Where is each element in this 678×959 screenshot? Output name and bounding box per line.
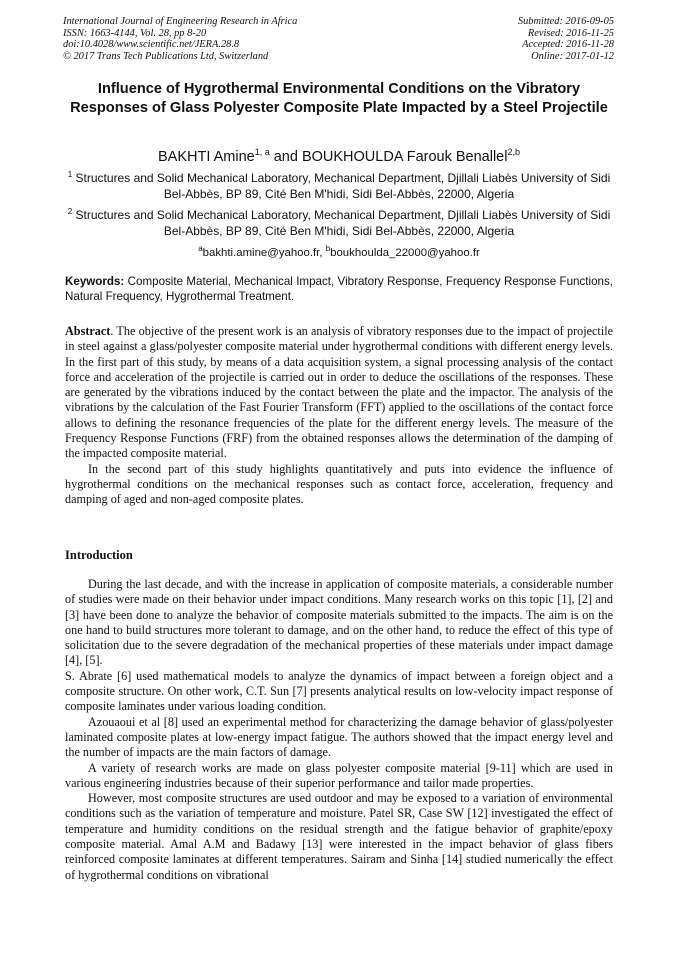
copyright-line: © 2017 Trans Tech Publications Ltd, Switzerland — [63, 50, 269, 62]
journal-header-left — [63, 16, 297, 62]
intro-paragraph-5: However, most composite structures are used outdoor and may be exposed to a variation of environmental conditions such as the variation of temperature and moisture. Patel SR, Case SW [12] investigated the effect of temperature and humidity conditions on the residual strength and the fatigue behavior of graphite/epoxy composite material. Amal A.M and Badawy [13] were interested in the impact behavior of glass fibers reinforced composite laminates at different temperatures. Sairam and Sinha [14] studied numerically the effect of hygrothermal conditions on vibrational — [65, 791, 613, 882]
email-b-mark: b — [325, 244, 331, 253]
affiliation-2 — [60, 204, 618, 239]
introduction-body — [65, 577, 613, 883]
email-b: boukhoulda_22000@yahoo.fr — [330, 246, 480, 259]
intro-paragraph-1: During the last decade, and with the increase in application of composite materials, a considerable number of studies were made on their behavior under impact conditions. Many research works on this topic [1], [2] and [3] have been done to analyze the behavior of composite materials submitted to the impacts. The aim is on the one hand to build structures more tolerant to damage, and on the other hand, to reduce the effect of this type of solicitation due to the severe degradation of the mechanical properties of these materials under impact damage [4], [5]. — [65, 577, 613, 668]
affiliation-2-text: Structures and Solid Mechanical Laboratory, Mechanical Department, Djillali Liabès University of Sidi Bel-Abbès, BP 89, Cité Ben M'hidi, Sidi Bel-Abbès, 22000, Algeria — [75, 208, 611, 238]
abstract-label: Abstract — [65, 324, 111, 338]
doi-line: doi:10.4028/www.scientific.net/JERA.28.8 — [63, 39, 240, 51]
paper-title: Influence of Hygrothermal Environmental Conditions on the Vibratory Responses of Glass Polyester Composite Plate Impacted by a Steel Projectile — [70, 81, 608, 116]
intro-paragraph-3: Azouaoui et al [8] used an experimental method for characterizing the damage behavior of glass/polyester laminated composite plates at low-energy impact fatigue. The authors showed that the impact energy level and the number of impacts are the main factors of damage. — [65, 714, 613, 760]
introduction-heading: Introduction — [65, 548, 133, 562]
accepted-date: Accepted: 2016-11-28 — [522, 39, 614, 51]
submitted-date: Submitted: 2016-09-05 — [517, 16, 614, 27]
author-line — [40, 143, 638, 166]
author-1: BAKHTI Amine — [158, 148, 255, 165]
affiliation-2-mark: 2 — [67, 207, 73, 216]
affiliation-1-text: Structures and Solid Mechanical Laboratory, Mechanical Department, Djillali Liabès University of Sidi Bel-Abbès, BP 89, Cité Ben M'hidi, Sidi Bel-Abbès, 22000, Algeria — [75, 171, 611, 201]
email-line — [60, 241, 618, 261]
keywords — [65, 274, 613, 304]
author-connector: and — [269, 148, 302, 165]
email-a-mark: a — [198, 244, 203, 253]
keywords-label: Keywords: — [65, 275, 125, 288]
abstract-paragraph-1 — [65, 324, 613, 462]
abstract-paragraph-2: In the second part of this study highlights quantitatively and puts into evidence the influence of hygrothermal conditions on the mechanical responses such as contact force, acceleration, frequency and damping of aged and non-aged composite plates. — [65, 461, 613, 507]
revised-date: Revised: 2016-11-25 — [527, 27, 614, 39]
journal-name: International Journal of Engineering Research in Africa — [63, 16, 298, 27]
issn-line: ISSN: 1663-4144, Vol. 28, pp 8-20 — [63, 27, 207, 39]
intro-paragraph-4: A variety of research works are made on glass polyester composite material [9-11] which are used in various engineering industries because of their superior performance and tailor made properties. — [65, 760, 613, 790]
author-2: BOUKHOULDA Farouk Benallel — [301, 148, 508, 165]
abstract-text-1: . The objective of the present work is an analysis of vibratory responses due to the impact of projectile in steel against a glass/polyester composite material under hygrothermal conditions with different energy levels. In the first part of this study, by means of a data acquisition system, a signal processing analysis of the contact force and acceleration of the projectile is carried out in order to deduce the oscillations of the responses. These are generated by the vibrations induced by the contact between the plate and the impactor. The analysis of the vibrations by the calculation of the Fast Fourier Transform (FFT) applied to the oscillations of the contact force allows to defining the resonance frequencies of the plate for the different energy levels. The measure of the Frequency Response Functions (FRF) from the obtained responses allows the determination of the damping of the impacted composite material. — [65, 324, 613, 461]
affiliation-1 — [60, 167, 618, 202]
abstract — [65, 324, 613, 508]
intro-paragraph-2: S. Abrate [6] used mathematical models to analyze the dynamics of impact between a foreign object and a composite structure. On other work, C.T. Sun [7] presents analytical results on low-velocity impact response of composite laminates under various loading condition. — [65, 668, 613, 714]
author-1-mark: 1, a — [254, 147, 270, 157]
email-a: bakhti.amine@yahoo.fr, — [202, 246, 326, 259]
author-2-mark: 2,b — [507, 147, 520, 157]
affiliation-1-mark: 1 — [67, 170, 73, 179]
journal-header-right — [518, 16, 614, 62]
keywords-text: Composite Material, Mechanical Impact, Vibratory Response, Frequency Response Functions, Natural Frequency, Hygrothermal Treatment. — [65, 275, 613, 303]
online-date: Online: 2017-01-12 — [531, 50, 614, 62]
